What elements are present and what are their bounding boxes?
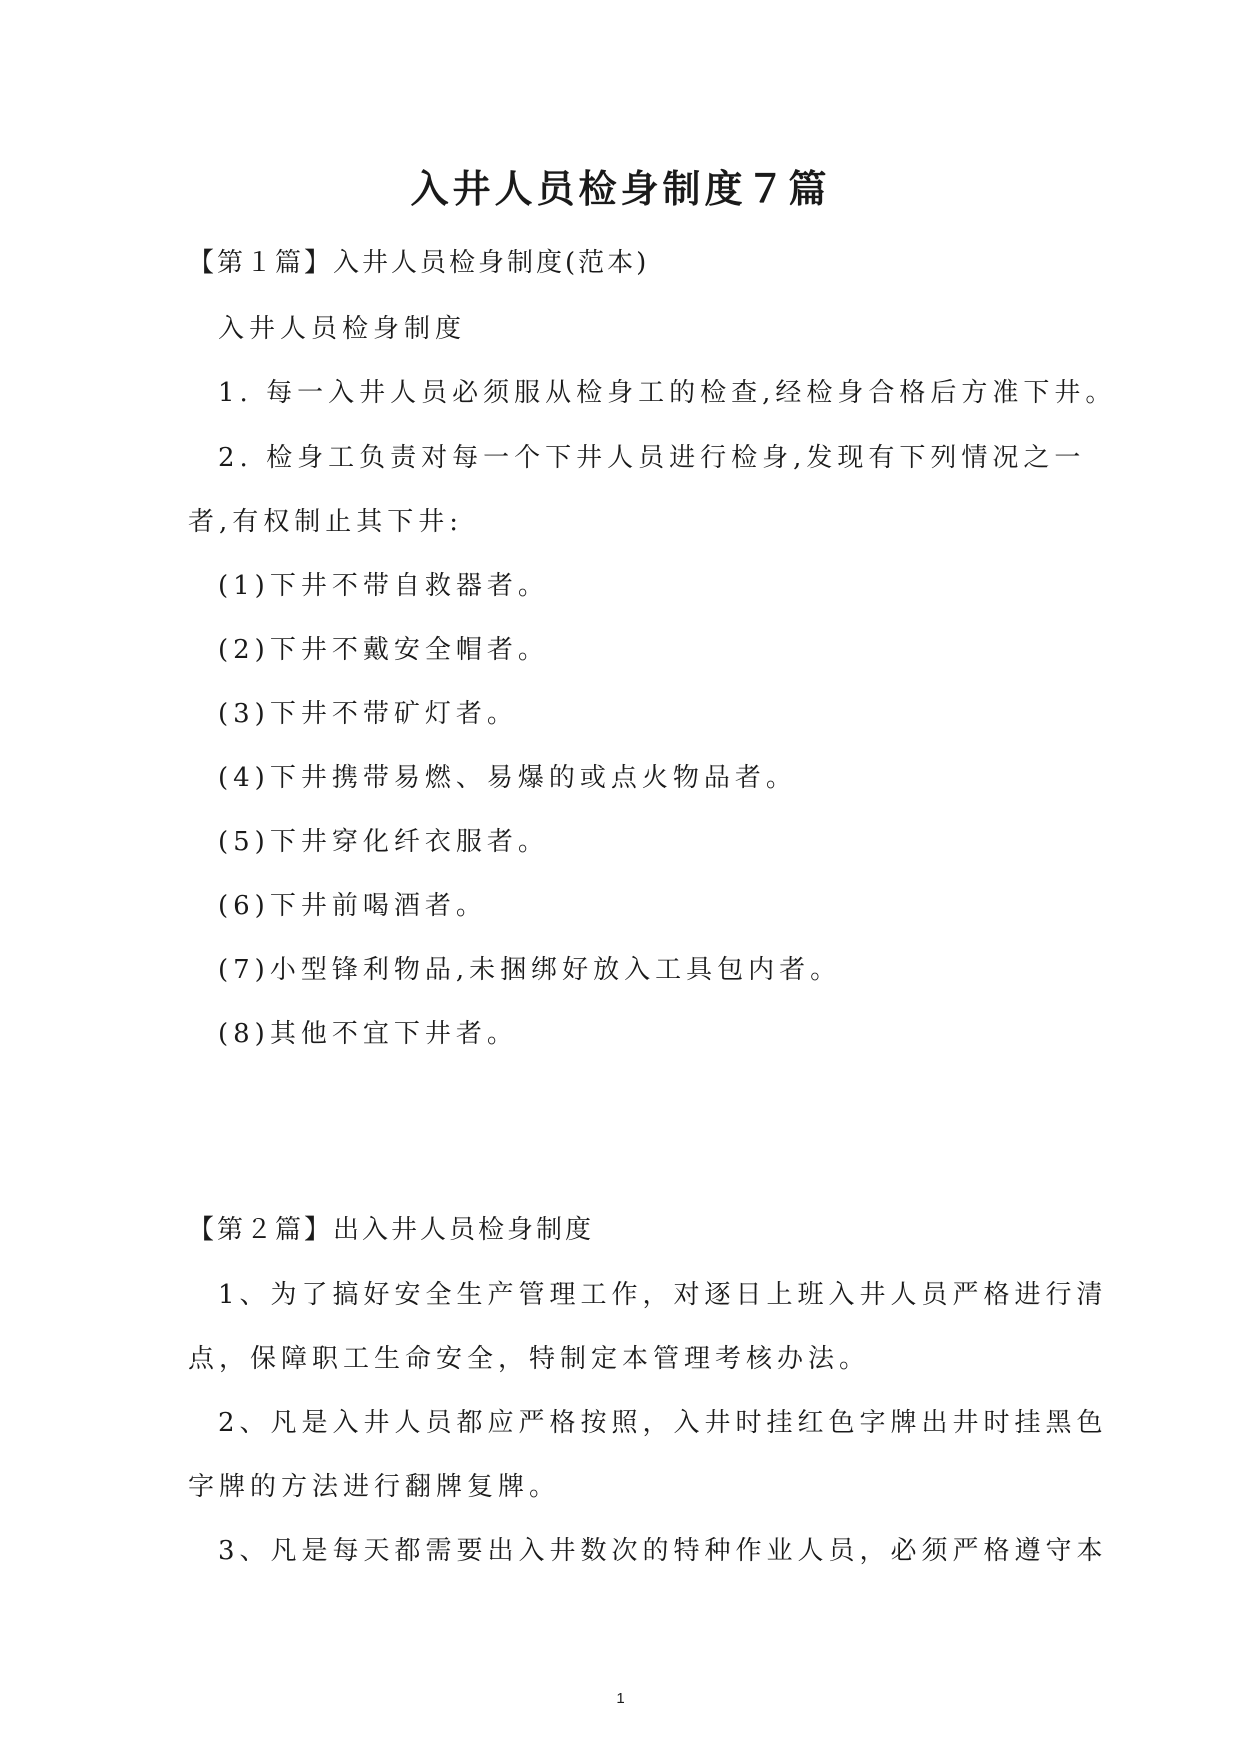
sub-item-5: (5)下井穿化纤衣服者。 [218,827,549,857]
sub-item-1: (1)下井不带自救器者。 [218,571,549,601]
section-2-paragraph-2-line-1: 2、凡是入井人员都应严格按照，入井时挂红色字牌出井时挂黑色 [218,1408,1108,1438]
sub-item-7: (7)小型锋利物品,未捆绑好放入工具包内者。 [218,955,842,985]
section-1-item-1: 1. 每一入井人员必须服从检身工的检查,经检身合格后方准下井。 [218,378,1117,408]
sub-item-8: (8)其他不宜下井者。 [218,1019,518,1049]
section-2-paragraph-1-line-1: 1、为了搞好安全生产管理工作，对逐日上班入井人员严格进行清 [218,1280,1108,1310]
document-title: 入井人员检身制度７篇 [410,167,831,211]
sub-item-6: (6)下井前喝酒者。 [218,891,487,921]
section-2-paragraph-3-line-1: 3、凡是每天都需要出入井数次的特种作业人员，必须严格遵守本 [218,1536,1108,1566]
section-2-heading: 【第２篇】出入井人员检身制度 [188,1215,595,1245]
section-2-paragraph-1-line-2: 点，保障职工生命安全，特制定本管理考核办法。 [188,1344,871,1374]
sub-item-2: (2)下井不戴安全帽者。 [218,635,549,665]
page-number: 1 [616,1690,625,1707]
sub-item-3: (3)下井不带矿灯者。 [218,699,518,729]
section-1-subtitle: 入井人员检身制度 [218,314,467,344]
section-1-item-2-line-2: 者,有权制止其下井: [188,507,464,537]
section-1-item-2-line-1: 2. 检身工负责对每一个下井人员进行检身,发现有下列情况之一 [218,443,1086,473]
section-2-paragraph-2-line-2: 字牌的方法进行翻牌复牌。 [188,1472,561,1502]
section-1-heading: 【第１篇】入井人员检身制度(范本) [188,248,650,278]
sub-item-4: (4)下井携带易燃、易爆的或点火物品者。 [218,763,797,793]
